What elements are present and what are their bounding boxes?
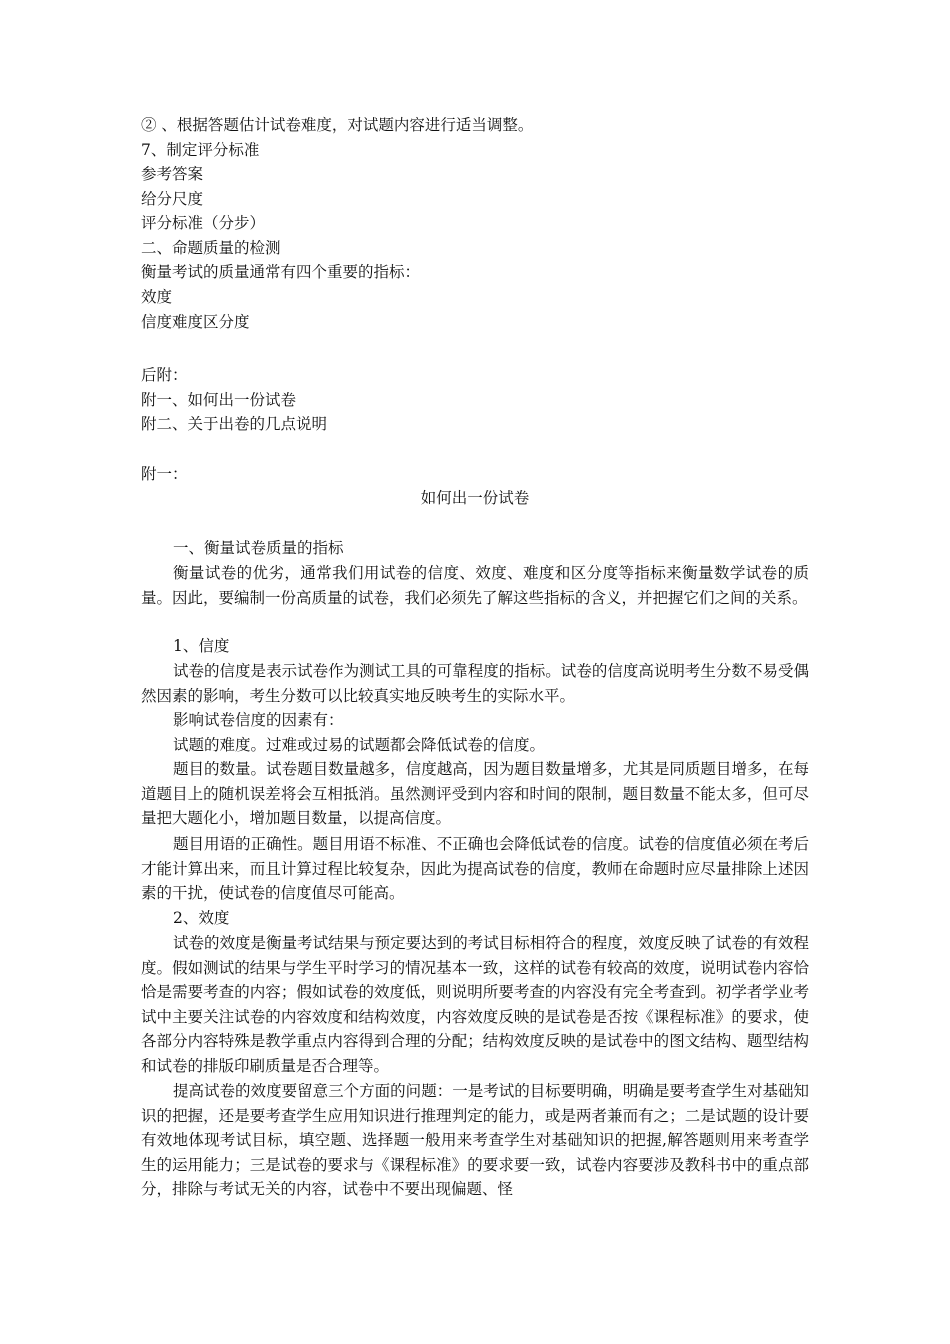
outline-line-quality-check: 二、命题质量的检测 [141, 239, 281, 257]
factor-quantity: 题目的数量。试卷题目数量越多，信度越高，因为题目数量增多，尤其是同质题目增多，在每道题目上的随机误差将会互相抵消。虽然测评受到内容和时间的限制，题目数量不能太多，但可尽量把大题化小，增加题目数量，以提高信度。 [141, 760, 809, 828]
outline-line-adjust-content: ② 、根据答题估计试卷难度，对试题内容进行适当调整。 [141, 116, 534, 134]
outline-line-step-scoring: 评分标准（分步） [141, 214, 266, 232]
outline-line-validity: 效度 [141, 288, 173, 306]
factors-heading: 影响试卷信度的因素有： [173, 711, 344, 729]
outline-line-scoring-scale: 给分尺度 [141, 190, 204, 208]
outline-line-reliability-difficulty: 信度难度区分度 [141, 313, 250, 331]
outline-line-scoring-standard: 7、制定评分标准 [141, 141, 260, 159]
outline-line-reference-answer: 参考答案 [141, 165, 204, 183]
validity-paragraph-2: 提高试卷的效度要留意三个方面的问题：一是考试的目标要明确，明确是要考查学生对基础知识的把握，还是要考查学生应用知识进行推理判定的能力，或是两者兼而有之；二是试题的设计要有效地体现考试目标，填空题、选择题一般用来考查学生对基础知识的把握,解答题则用来考查学生的运用能力；三是试卷的要求与《课程标准》的要求要一致，试卷内容要涉及教科书中的重点部分，排除与考试无关的内容，试卷中不要出现偏题、怪 [141, 1082, 809, 1199]
validity-paragraph-1: 试卷的效度是衡量考试结果与预定要达到的考试目标相符合的程度，效度反映了试卷的有效程度。假如测试的结果与学生平时学习的情况基本一致，这样的试卷有较高的效度，说明试卷内容恰恰是需要考查的内容；假如试卷的效度低，则说明所要考查的内容没有完全考查到。初学者学业考试中主要关注试卷的内容效度和结构效度，内容效度反映的是试卷是否按《课程标准》的要求，使各部分内容特殊是教学重点内容得到合理的分配；结构效度反映的是试卷中的图文结构、题型结构和试卷的排版印刷质量是否合理等。 [141, 934, 809, 1075]
section-1-paragraph: 衡量试卷的优劣，通常我们用试卷的信度、效度、难度和区分度等指标来衡量数学试卷的质量。因此，要编制一份高质量的试卷，我们必须先了解这些指标的含义，并把握它们之间的关系。 [141, 564, 809, 607]
reliability-paragraph: 试卷的信度是表示试卷作为测试工具的可靠程度的指标。试卷的信度高说明考生分数不易受偶然因素的影响，考生分数可以比较真实地反映考生的实际水平。 [141, 662, 809, 705]
outline-line-four-indicators: 衡量考试的质量通常有四个重要的指标： [141, 263, 421, 281]
appendix-1-label: 附一： [141, 465, 188, 483]
appendix-1-title: 如何出一份试卷 [420, 489, 530, 507]
appendix-list-item-2: 附二、关于出卷的几点说明 [141, 415, 328, 433]
reliability-heading: 1、信度 [173, 637, 230, 655]
factor-difficulty: 试题的难度。过难或过易的试题都会降低试卷的信度。 [173, 736, 546, 754]
section-1-heading: 一、衡量试卷质量的指标 [173, 539, 344, 557]
validity-heading: 2、效度 [173, 909, 230, 927]
factor-wording: 题目用语的正确性。题目用语不标准、不正确也会降低试卷的信度。试卷的信度值必须在考后才能计算出来，而且计算过程比较复杂，因此为提高试卷的信度，教师在命题时应尽量排除上述因素的干扰，使试卷的信度值尽可能高。 [141, 835, 809, 903]
appendix-list-heading: 后附： [141, 366, 188, 384]
appendix-list-item-1: 附一、如何出一份试卷 [141, 391, 297, 409]
